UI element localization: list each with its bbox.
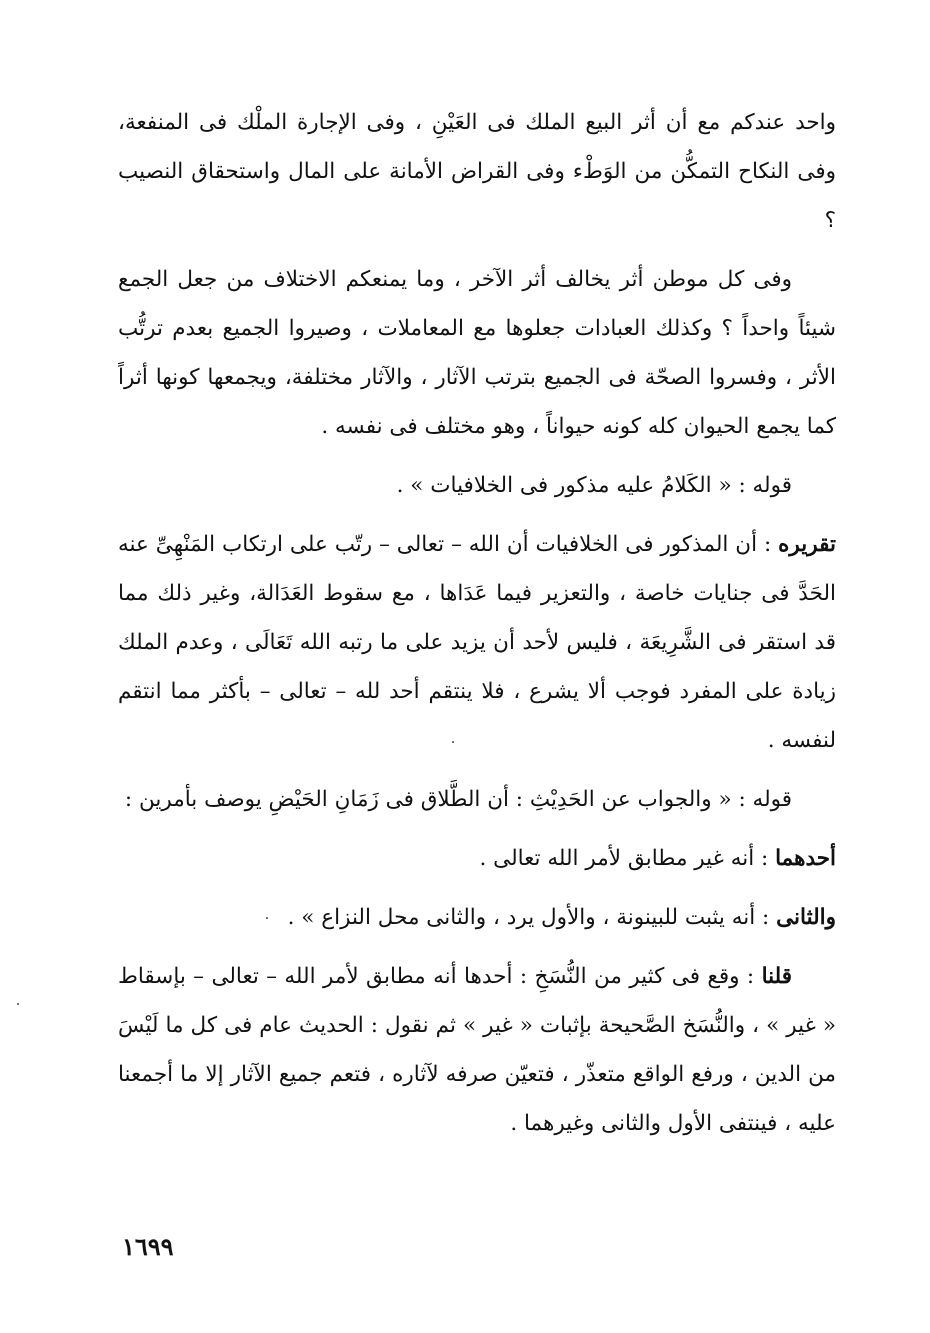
paragraph-7-text: : أنه يثبت للبينونة ، والأول يرد ، والثانى محل النزاع » . <box>287 905 777 930</box>
paragraph-8 <box>118 952 836 1148</box>
scan-speck <box>17 1003 19 1005</box>
paragraph-2-text: وفى كل موطن أثر يخالف أثر الآخر ، وما يمنعكم الاختلاف من جعل الجمع شيئاً واحداً ؟ وكذلك العبادات جعلوها مع المعاملات ، وصيروا الجميع بعدم ترتُّب الأثر ، وفسروا الصحّة فى الجميع بترتب الآثار ، والآثار مختلفة، ويجمعها كونها أثراً كما يجمع الحيوان كله كونه حيواناً ، وهو مختلف فى نفسه . <box>118 267 836 439</box>
paragraph-1-text: واحد عندكم مع أن أثر البيع الملك فى العَيْنِ ، وفى الإجارة الملْك فى المنفعة، وفى النكاح التمكُّن من الوَطْء وفى القراض الأمانة على المال واستحقاق النصيب ؟ <box>118 110 836 233</box>
paragraph-2 <box>118 255 836 451</box>
paragraph-3-text: قوله : « الكَلامُ عليه مذكور فى الخلافيات » . <box>396 473 792 498</box>
paragraph-7-lead: والثانى <box>776 905 836 930</box>
scan-speck <box>452 741 454 743</box>
paragraph-5-text: قوله : « والجواب عن الحَدِيْثِ : أن الطَّلاق فى زَمَانِ الحَيْضِ يوصف بأمرين : <box>124 787 792 812</box>
paragraph-1 <box>118 98 836 245</box>
paragraph-3 <box>118 461 836 510</box>
paragraph-6-lead: أحدهما <box>775 846 836 871</box>
paragraph-7 <box>118 893 836 942</box>
scan-speck <box>266 917 268 919</box>
paragraph-5 <box>118 775 836 824</box>
body-text <box>118 98 836 1158</box>
paragraph-6 <box>118 834 836 883</box>
paragraph-4-text: : أن المذكور فى الخلافيات أن الله – تعالى – رتّب على ارتكاب المَنْهِىِّ عنه الحَدَّ فى جنايات خاصة ، والتعزير فيما عَدَاها ، مع سقوط العَدَالة، وغير ذلك مما قد استقر فى الشَّرِيعَة ، فليس لأحد أن يزيد على ما رتبه الله تَعَالَى ، وعدم الملك زيادة على المفرد فوجب ألا يشرع ، فلا ينتقم أحد لله – تعالى – بأكثر مما انتقم لنفسه . <box>118 532 836 753</box>
paragraph-4-lead: تقريره <box>778 532 836 557</box>
paragraph-4 <box>118 520 836 765</box>
paragraph-8-lead: قلنا <box>761 964 792 989</box>
paragraph-8-text: : وقع فى كثير من النُّسَخِ : أحدها أنه مطابق لأمر الله – تعالى – بإسقاط « غير » ، والنُّسَخ الصَّحيحة بإثبات « غير » ثم نقول : الحديث عام فى كل ما لَيْسَ من الدين ، ورفع الواقع متعذّر ، فتعيّن صرفه لآثاره ، فتعم جميع الآثار إلا ما أجمعنا عليه ، فينتفى الأول والثانى وغيرهما . <box>118 964 836 1136</box>
paragraph-6-text: : أنه غير مطابق لأمر الله تعالى . <box>479 846 776 871</box>
page-number: ١٦٩٩ <box>122 1232 174 1261</box>
